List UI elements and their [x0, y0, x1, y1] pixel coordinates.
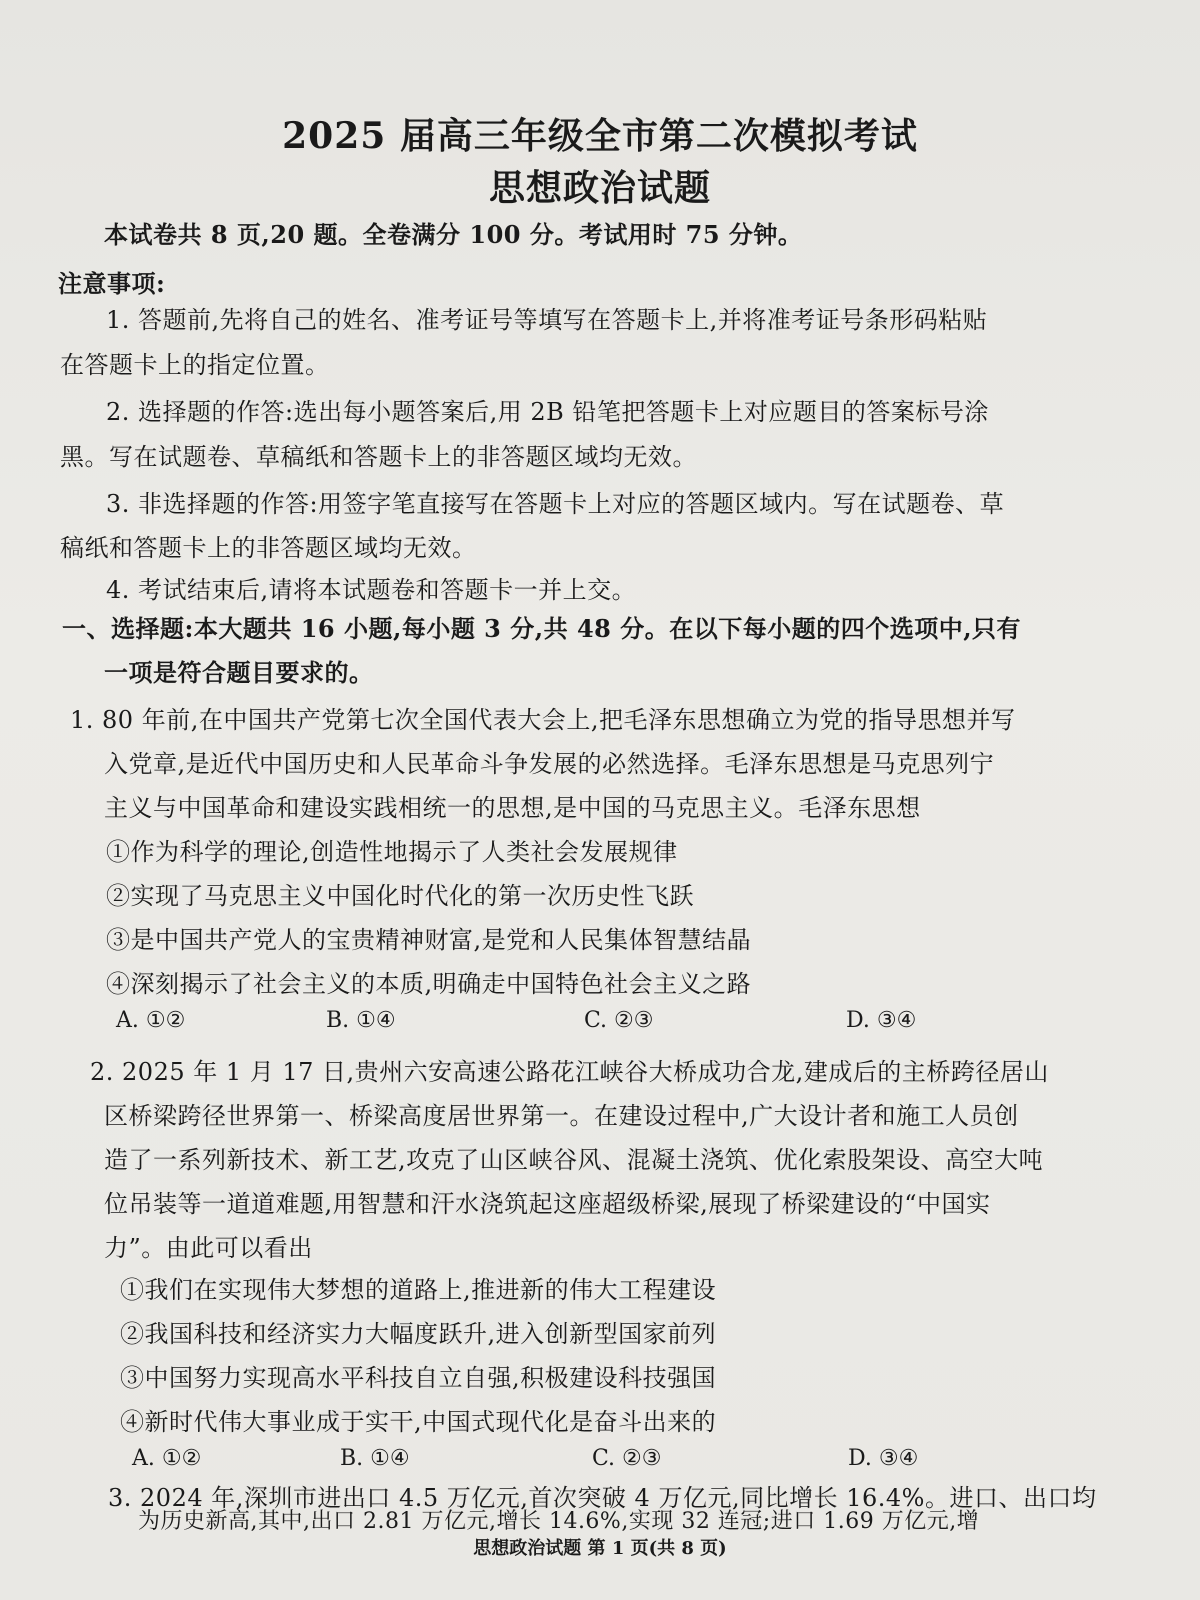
q1-stem: 1. 80 年前,在中国共产党第七次全国代表大会上,把毛泽东思想确立为党的指导思想并写	[70, 706, 1016, 734]
q3-stem: 为历史新高,其中,出口 2.81 万亿元,增长 14.6%,实现 32 连冠;进口 1.69 万亿元,增	[138, 1509, 980, 1534]
exam-subject: 思想政治试题	[488, 167, 711, 209]
q1-option-c: C. ②③	[584, 1008, 654, 1033]
q1-stem: 入党章,是近代中国历史和人民革命斗争发展的必然选择。毛泽东思想是马克思列宁	[104, 750, 995, 778]
q1-option-d: D. ③④	[846, 1008, 917, 1033]
exam-info: 本试卷共 8 页,20 题。全卷满分 100 分。考试用时 75 分钟。	[104, 220, 803, 249]
q1-item: ③是中国共产党人的宝贵精神财富,是党和人民集体智慧结晶	[106, 926, 752, 954]
q2-item: ④新时代伟大事业成于实干,中国式现代化是奋斗出来的	[120, 1408, 717, 1436]
q1-option-b: B. ①④	[326, 1008, 396, 1033]
notes-line: 4. 考试结束后,请将本试题卷和答题卡一并上交。	[106, 576, 637, 604]
q2-option-b: B. ①④	[340, 1446, 410, 1471]
q2-stem: 力”。由此可以看出	[104, 1234, 313, 1262]
notes-line: 黑。写在试题卷、草稿纸和答题卡上的非答题区域均无效。	[60, 443, 697, 471]
exam-title: 2025 届高三年级全市第二次模拟考试	[282, 115, 918, 157]
q2-option-d: D. ③④	[848, 1446, 919, 1471]
q1-item: ④深刻揭示了社会主义的本质,明确走中国特色社会主义之路	[106, 970, 752, 998]
notes-heading: 注意事项:	[58, 269, 166, 298]
notes-line: 1. 答题前,先将自己的姓名、准考证号等填写在答题卡上,并将准考证号条形码粘贴	[106, 306, 988, 334]
q2-item: ①我们在实现伟大梦想的道路上,推进新的伟大工程建设	[120, 1276, 717, 1304]
q2-stem: 2. 2025 年 1 月 17 日,贵州六安高速公路花江峡谷大桥成功合龙,建成后的主桥跨径居山	[90, 1058, 1049, 1086]
q2-stem: 位吊装等一道道难题,用智慧和汗水浇筑起这座超级桥梁,展现了桥梁建设的“中国实	[104, 1190, 991, 1218]
notes-line: 3. 非选择题的作答:用签字笔直接写在答题卡上对应的答题区域内。写在试题卷、草	[106, 490, 1005, 518]
notes-line: 稿纸和答题卡上的非答题区域均无效。	[60, 534, 477, 562]
notes-line: 2. 选择题的作答:选出每小题答案后,用 2B 铅笔把答题卡上对应题目的答案标号涂	[106, 398, 989, 426]
q1-option-a: A. ①②	[116, 1008, 186, 1033]
q2-item: ③中国努力实现高水平科技自立自强,积极建设科技强国	[120, 1364, 717, 1392]
q2-item: ②我国科技和经济实力大幅度跃升,进入创新型国家前列	[120, 1320, 717, 1348]
section-heading: 一、选择题:本大题共 16 小题,每小题 3 分,共 48 分。在以下每小题的四个选项中,只有	[62, 614, 1022, 643]
q3-stem: 3. 2024 年,深圳市进出口 4.5 万亿元,首次突破 4 万亿元,同比增长 16.4%。进口、出口均	[108, 1484, 1097, 1512]
q2-option-a: A. ①②	[132, 1446, 202, 1471]
section-heading-cont: 一项是符合题目要求的。	[104, 658, 374, 687]
page-footer: 思想政治试题 第 1 页(共 8 页)	[473, 1538, 727, 1559]
q1-stem: 主义与中国革命和建设实践相统一的思想,是中国的马克思主义。毛泽东思想	[104, 794, 921, 822]
q2-stem: 区桥梁跨径世界第一、桥梁高度居世界第一。在建设过程中,广大设计者和施工人员创	[104, 1102, 1019, 1130]
q2-stem: 造了一系列新技术、新工艺,攻克了山区峡谷风、混凝土浇筑、优化索股架设、高空大吨	[104, 1146, 1044, 1174]
q1-item: ①作为科学的理论,创造性地揭示了人类社会发展规律	[106, 838, 678, 866]
q1-item: ②实现了马克思主义中国化时代化的第一次历史性飞跃	[106, 882, 694, 910]
q2-option-c: C. ②③	[592, 1446, 662, 1471]
notes-line: 在答题卡上的指定位置。	[60, 351, 330, 379]
